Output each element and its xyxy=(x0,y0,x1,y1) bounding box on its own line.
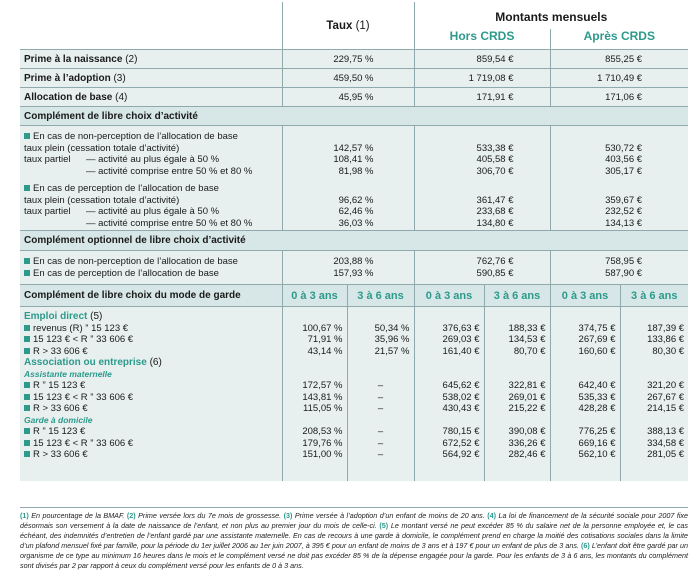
row-label: Prime à la naissance (2) xyxy=(24,53,138,65)
bullet-icon xyxy=(24,325,30,331)
bullet-icon xyxy=(24,382,30,388)
bullet-icon xyxy=(24,336,30,342)
taux-value: 45,95 % xyxy=(282,88,414,107)
cla-body xyxy=(20,126,688,231)
bullet-icon xyxy=(24,133,30,139)
header-hors-crds: Hors CRDS xyxy=(414,29,550,50)
bullet-icon xyxy=(24,428,30,434)
cmg-hors-3-6: 188,33 € 134,53 € 80,70 € 322,81 € 269,01 € 215,22 € 390,08 € 336,26 € 282,46 € xyxy=(484,307,550,481)
cla-apres: 530,72 € 403,56 € 305,17 € 359,67 € 232,52 € 134,13 € xyxy=(550,126,688,231)
bullet-icon xyxy=(24,394,30,400)
association-heading: Association ou entreprise (6) xyxy=(24,357,162,368)
bullet-icon xyxy=(24,185,30,191)
cmg-taux-0-3: 100,67 % 71,91 % 43,14 % 172,57 % 143,81 % 115,05 % 208,53 % 179,76 % 151,00 % xyxy=(282,307,347,481)
taux-value: 229,75 % xyxy=(282,50,414,69)
row-prime-adoption xyxy=(20,69,688,88)
bullet-icon xyxy=(24,348,30,354)
cla-labels: En cas de non-perception de l’allocation de base taux plein (cessation totale d’activité) taux partiel — activité au plus égale à 50 % — activité comprise entre 50 % et 80 % En cas de perception de l’allocation de base taux plein (cessation totale d’activité) taux partiel — activité au plus égale à 50 % — activité comprise entre 50 % et 80 % xyxy=(24,131,253,229)
cmg-labels: Emploi direct (5) revenus (R) ” 15 123 € 15 123 € < R ” 33 606 € R > 33 606 € Association ou entreprise (6) Assistante maternelle R ” 15 123 € 15 123 € < R ” 33 606 € R > 33 606 € Garde à domicile R ” 15 123 € 15 123 € < R ” 33 606 € R > 33 606 € xyxy=(20,307,282,481)
cmg-hors-0-3: 376,63 € 269,03 € 161,40 € 645,62 € 538,02 € 430,43 € 780,15 € 672,52 € 564,92 € xyxy=(414,307,484,481)
hors-crds-value: 859,54 € xyxy=(414,50,550,69)
hors-crds-value: 171,91 € xyxy=(414,88,550,107)
colca-taux: 203,88 % 157,93 % xyxy=(282,251,414,285)
section-title: Complément de libre choix du mode de garde xyxy=(24,290,241,301)
colca-body xyxy=(20,251,688,285)
apres-crds-value: 855,25 € xyxy=(550,50,688,69)
row-label: Prime à l’adoption (3) xyxy=(24,72,126,84)
colca-labels: En cas de non-perception de l’allocation de base En cas de perception de l’allocation de base xyxy=(20,251,282,285)
section-cmg-header xyxy=(20,285,688,307)
section-colca-header xyxy=(20,231,688,251)
cmg-apres-0-3: 374,75 € 267,69 € 160,60 € 642,40 € 535,33 € 428,28 € 776,25 € 669,16 € 562,10 € xyxy=(550,307,620,481)
header-montants: Montants mensuels xyxy=(414,2,688,29)
footnotes: (1) En pourcentage de la BMAF. (2) Prime versée lors du 7e mois de grossesse. (3) Prime versée à l’adoption d’un enfant de moins de 20 ans. (4) La loi de financement de la sécurité sociale pour 2007 fixe désormais son versement à la date de naissance de l’enfant, et non plus au premier jour du mois de celle-ci. (5) Le montant versé ne peut excéder 85 % du salaire net de la personne employée et, le cas échéant, des indemnités d’entretien de l’enfant gardé par une assistante maternelle. En cas de recours à une garde à domicile, le complément prend en charge la moitié des cotisations sociales dans la limite d’un plafond mensuel fixé par famille, pour la période du 1er juillet 2006 au 1er juin 2007, à 395 € pour un enfant de moins de 3 ans et à 197 € pour un enfant de plus de 3 ans. (6) L’enfant doit être gardé par un organisme de ce type au minimum 16 heures dans le mois et le complément versé ne doit pas excéder 85 % de la dépense engagée pour la garde. Pour les enfants de 3 à 6 ans, les montants du complément sont divisés par 2 par rapport à ceux du complément versé pour les enfants de 0 à 3 ans. xyxy=(20,507,688,572)
section-title: Complément de libre choix d’activité xyxy=(24,110,198,122)
header-taux: Taux (1) xyxy=(282,2,414,50)
age-header: 3 à 6 ans xyxy=(484,285,550,307)
taux-value: 459,50 % xyxy=(282,69,414,88)
row-label: Allocation de base (4) xyxy=(24,91,128,103)
bullet-icon xyxy=(24,440,30,446)
age-header: 0 à 3 ans xyxy=(282,285,347,307)
row-prime-naissance xyxy=(20,50,688,69)
row-allocation-base xyxy=(20,88,688,107)
bullet-icon xyxy=(24,405,30,411)
cmg-body xyxy=(20,307,688,481)
apres-crds-value: 171,06 € xyxy=(550,88,688,107)
section-cla-header xyxy=(20,107,688,126)
header-apres-crds: Après CRDS xyxy=(550,29,688,50)
assistante-heading: Assistante maternelle xyxy=(24,368,112,379)
cmg-apres-3-6: 187,39 € 133,86 € 80,30 € 321,20 € 267,67 € 214,15 € 388,13 € 334,58 € 281,05 € xyxy=(620,307,688,481)
bullet-icon xyxy=(24,258,30,264)
cmg-taux-3-6: 50,34 % 35,96 % 21,57 % – – – – – – xyxy=(347,307,414,481)
hors-crds-value: 1 719,08 € xyxy=(414,69,550,88)
bullet-icon xyxy=(24,451,30,457)
age-header: 3 à 6 ans xyxy=(620,285,688,307)
header-empty xyxy=(20,2,282,50)
cla-hors: 533,38 € 405,58 € 306,70 € 361,47 € 233,68 € 134,80 € xyxy=(414,126,550,231)
age-header: 0 à 3 ans xyxy=(550,285,620,307)
colca-hors: 762,76 € 590,85 € xyxy=(414,251,550,285)
section-title: Complément optionnel de libre choix d’activité xyxy=(24,235,246,246)
garde-heading: Garde à domicile xyxy=(24,414,93,425)
benefits-table xyxy=(20,2,688,481)
apres-crds-value: 1 710,49 € xyxy=(550,69,688,88)
emploi-direct-heading: Emploi direct (5) xyxy=(24,311,103,322)
bullet-icon xyxy=(24,270,30,276)
age-header: 3 à 6 ans xyxy=(347,285,414,307)
age-header: 0 à 3 ans xyxy=(414,285,484,307)
colca-apres: 758,95 € 587,90 € xyxy=(550,251,688,285)
cla-taux: 142,57 % 108,41 % 81,98 % 96,62 % 62,46 % 36,03 % xyxy=(282,126,414,231)
